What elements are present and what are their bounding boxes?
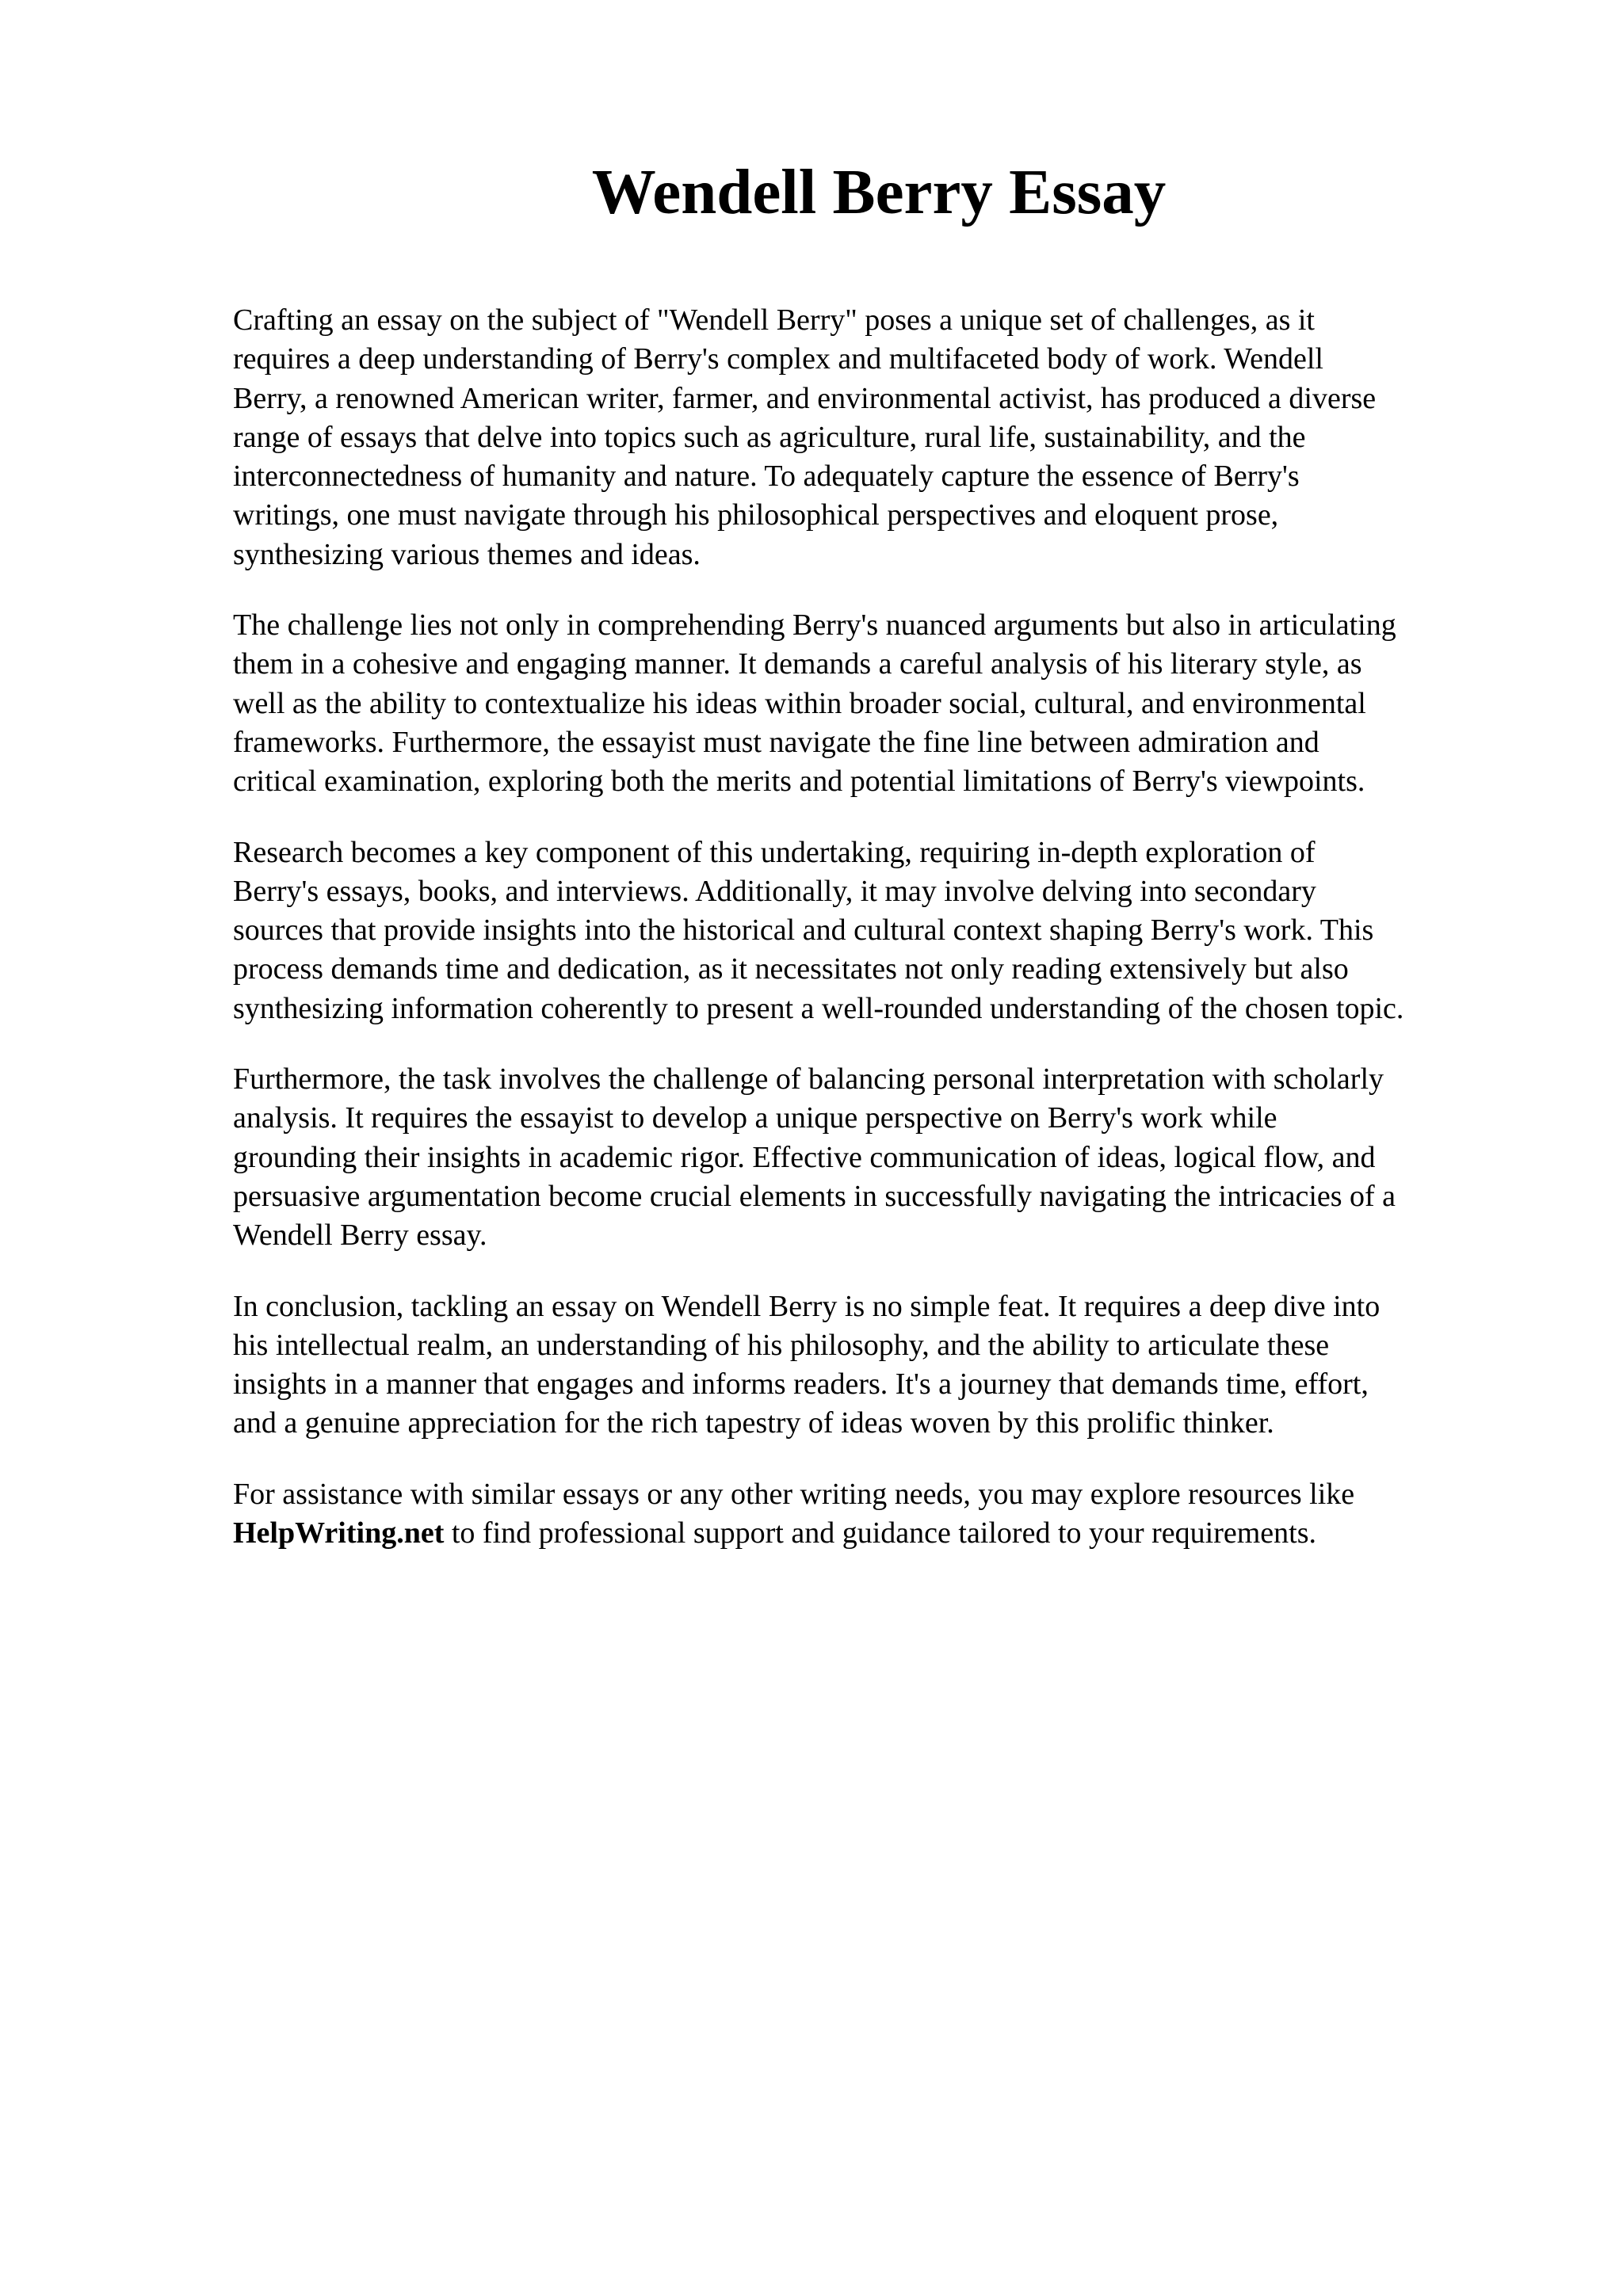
text-line: interconnectedness of humanity and nature. To adequately capture the essence of Berry's xyxy=(233,460,1300,494)
closing-line-rest: to find professional support and guidance tailored to your requirements. xyxy=(444,1516,1317,1550)
document-title: Wendell Berry Essay xyxy=(591,156,1167,227)
helpwriting-link-text: HelpWriting.net xyxy=(233,1516,445,1550)
text-line: process demands time and dedication, as it necessitates not only reading extensively but also xyxy=(233,952,1349,986)
document-body xyxy=(233,301,1517,1585)
text-line: synthesizing various themes and ideas. xyxy=(233,537,701,571)
text-line: Furthermore, the task involves the challenge of balancing personal interpretation with scholarly xyxy=(233,1062,1384,1097)
text-line: Berry, a renowned American writer, farmer, and environmental activist, has produced a diverse xyxy=(233,381,1377,415)
text-line: frameworks. Furthermore, the essayist must navigate the fine line between admiration and xyxy=(233,725,1319,759)
text-line: Berry's essays, books, and interviews. Additionally, it may involve delving into secondary xyxy=(233,874,1316,908)
text-line: sources that provide insights into the historical and cultural context shaping Berry's work. This xyxy=(233,913,1374,948)
text-line: synthesizing information coherently to present a well-rounded understanding of the chosen topic. xyxy=(233,991,1404,1025)
text-line: Wendell Berry essay. xyxy=(233,1219,487,1253)
closing-paragraph xyxy=(233,1475,1517,1554)
text-line: grounding their insights in academic rigor. Effective communication of ideas, logical flow, and xyxy=(233,1140,1376,1174)
text-line: and a genuine appreciation for the rich tapestry of ideas woven by this prolific thinker. xyxy=(233,1406,1274,1440)
text-line: Crafting an essay on the subject of "Wendell Berry" poses a unique set of challenges, as it xyxy=(233,303,1315,337)
text-line: well as the ability to contextualize his ideas within broader social, cultural, and environmental xyxy=(233,686,1366,720)
paragraph-3 xyxy=(233,833,1517,1028)
paragraph-4 xyxy=(233,1060,1517,1255)
text-line: analysis. It requires the essayist to develop a unique perspective on Berry's work while xyxy=(233,1101,1277,1135)
text-line: requires a deep understanding of Berry's complex and multifaceted body of work. Wendell xyxy=(233,342,1323,376)
text-line: insights in a manner that engages and informs readers. It's a journey that demands time, effort, xyxy=(233,1367,1369,1402)
paragraph-2 xyxy=(233,606,1517,801)
text-line: critical examination, exploring both the merits and potential limitations of Berry's viewpoints. xyxy=(233,765,1365,799)
text-line: them in a cohesive and engaging manner. It demands a careful analysis of his literary style, as xyxy=(233,647,1362,681)
text-line: range of essays that delve into topics such as agriculture, rural life, sustainability, and the xyxy=(233,420,1306,454)
text-line: writings, one must navigate through his philosophical perspectives and eloquent prose, xyxy=(233,498,1279,532)
text-line: In conclusion, tackling an essay on Wendell Berry is no simple feat. It requires a deep dive into xyxy=(233,1289,1381,1323)
text-line xyxy=(233,1514,1517,1553)
paragraph-1 xyxy=(233,301,1517,574)
paragraph-5 xyxy=(233,1287,1517,1444)
text-line: persuasive argumentation become crucial elements in successfully navigating the intricacies of a xyxy=(233,1179,1396,1213)
text-line: For assistance with similar essays or any other writing needs, you may explore resources like xyxy=(233,1477,1355,1511)
text-line: his intellectual realm, an understanding of his philosophy, and the ability to articulate these xyxy=(233,1328,1330,1362)
text-line: Research becomes a key component of this undertaking, requiring in-depth exploration of xyxy=(233,835,1316,869)
text-line: The challenge lies not only in comprehending Berry's nuanced arguments but also in articulating xyxy=(233,608,1396,643)
